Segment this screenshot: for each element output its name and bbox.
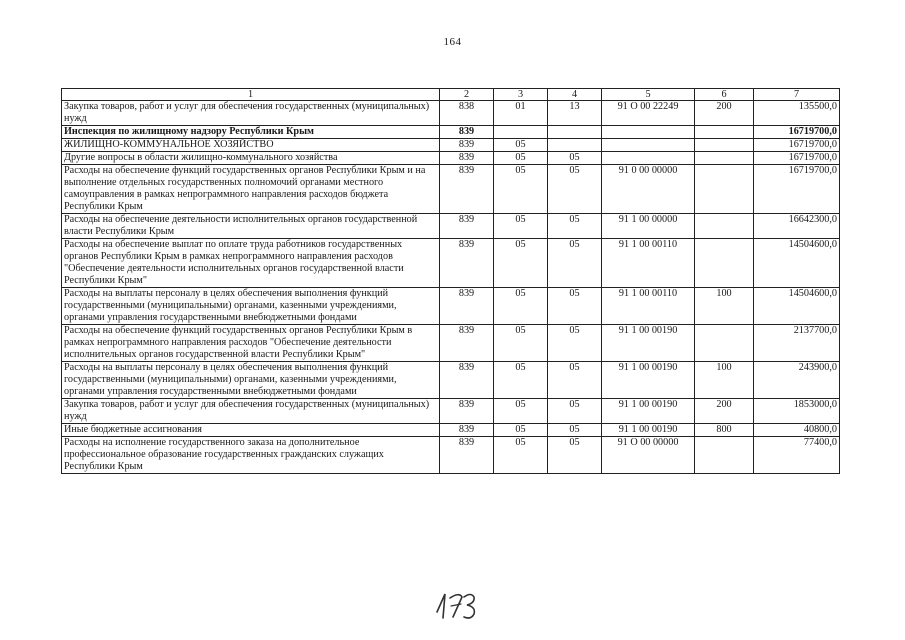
target-article-cell: 91 1 00 00190 [602, 424, 695, 437]
vedomstvo-cell: 839 [440, 424, 494, 437]
expense-type-cell: 100 [695, 362, 754, 399]
expense-type-cell [695, 437, 754, 474]
amount-cell: 135500,0 [754, 101, 840, 126]
target-article-cell: 91 1 00 00190 [602, 362, 695, 399]
vedomstvo-cell: 839 [440, 437, 494, 474]
expense-type-cell: 800 [695, 424, 754, 437]
razdel-cell: 05 [494, 152, 548, 165]
razdel-cell: 05 [494, 424, 548, 437]
podrazdel-cell: 05 [548, 424, 602, 437]
target-article-cell: 91 1 00 00190 [602, 325, 695, 362]
expense-type-cell [695, 239, 754, 288]
column-header-6: 6 [695, 89, 754, 101]
amount-cell: 16642300,0 [754, 214, 840, 239]
amount-cell: 14504600,0 [754, 288, 840, 325]
expense-type-cell: 200 [695, 399, 754, 424]
vedomstvo-cell: 839 [440, 126, 494, 139]
table-row [62, 214, 840, 239]
row-name-cell: ЖИЛИЩНО-КОММУНАЛЬНОЕ ХОЗЯЙСТВО [62, 139, 440, 152]
amount-cell: 16719700,0 [754, 139, 840, 152]
podrazdel-cell: 05 [548, 437, 602, 474]
amount-cell: 16719700,0 [754, 152, 840, 165]
expense-type-cell [695, 325, 754, 362]
page-number: 164 [443, 36, 462, 48]
vedomstvo-cell: 839 [440, 362, 494, 399]
razdel-cell: 05 [494, 288, 548, 325]
razdel-cell: 05 [494, 362, 548, 399]
target-article-cell: 91 0 00 00000 [602, 165, 695, 214]
vedomstvo-cell: 839 [440, 288, 494, 325]
row-name-cell: Расходы на обеспечение функций государственных органов Республики Крым в рамках непрограммного направления расходов "Обеспечение деятельности исполнительных органов государственной власти Республики Крым" [62, 325, 440, 362]
razdel-cell: 05 [494, 437, 548, 474]
handwritten-page-number [433, 588, 479, 624]
expense-type-cell [695, 165, 754, 214]
row-name-cell: Закупка товаров, работ и услуг для обеспечения государственных (муниципальных) нужд [62, 399, 440, 424]
podrazdel-cell: 05 [548, 152, 602, 165]
target-article-cell: 91 1 00 00110 [602, 288, 695, 325]
table-row [62, 101, 840, 126]
target-article-cell: 91 О 00 00000 [602, 437, 695, 474]
amount-cell: 1853000,0 [754, 399, 840, 424]
table-row [62, 288, 840, 325]
vedomstvo-cell: 839 [440, 239, 494, 288]
table-row [62, 165, 840, 214]
razdel-cell: 05 [494, 165, 548, 214]
razdel-cell: 05 [494, 325, 548, 362]
table-row [62, 139, 840, 152]
razdel-cell: 01 [494, 101, 548, 126]
amount-cell: 77400,0 [754, 437, 840, 474]
row-name-cell: Расходы на выплаты персоналу в целях обеспечения выполнения функций государственными (муниципальными) органами, казенными учреждениями, органами управления государственными внебюджетными фондами [62, 362, 440, 399]
podrazdel-cell: 05 [548, 214, 602, 239]
table-row [62, 437, 840, 474]
vedomstvo-cell: 839 [440, 152, 494, 165]
table-row [62, 126, 840, 139]
target-article-cell: 91 О 00 22249 [602, 101, 695, 126]
row-name-cell: Другие вопросы в области жилищно-коммунального хозяйства [62, 152, 440, 165]
row-name-cell: Закупка товаров, работ и услуг для обеспечения государственных (муниципальных) нужд [62, 101, 440, 126]
vedomstvo-cell: 839 [440, 325, 494, 362]
razdel-cell: 05 [494, 239, 548, 288]
podrazdel-cell [548, 126, 602, 139]
row-name-cell: Расходы на выплаты персоналу в целях обеспечения выполнения функций государственными (муниципальными) органами, казенными учреждениями, органами управления государственными внебюджетными фондами [62, 288, 440, 325]
podrazdel-cell: 13 [548, 101, 602, 126]
target-article-cell [602, 126, 695, 139]
amount-cell: 2137700,0 [754, 325, 840, 362]
table-body [62, 101, 840, 474]
target-article-cell: 91 1 00 00190 [602, 399, 695, 424]
column-header-3: 3 [494, 89, 548, 101]
budget-table [61, 88, 840, 474]
column-header-1: 1 [62, 89, 440, 101]
podrazdel-cell: 05 [548, 165, 602, 214]
podrazdel-cell: 05 [548, 362, 602, 399]
podrazdel-cell [548, 139, 602, 152]
table-row [62, 152, 840, 165]
amount-cell: 40800,0 [754, 424, 840, 437]
row-name-cell: Расходы на обеспечение функций государственных органов Республики Крым и на выполнение отдельных государственных полномочий органами местного самоуправления в рамках непрограммного направления расходов бюджета Республики Крым [62, 165, 440, 214]
table-row [62, 399, 840, 424]
podrazdel-cell: 05 [548, 325, 602, 362]
column-header-5: 5 [602, 89, 695, 101]
podrazdel-cell: 05 [548, 239, 602, 288]
column-header-4: 4 [548, 89, 602, 101]
amount-cell: 14504600,0 [754, 239, 840, 288]
target-article-cell: 91 1 00 00000 [602, 214, 695, 239]
vedomstvo-cell: 839 [440, 399, 494, 424]
expense-type-cell: 100 [695, 288, 754, 325]
target-article-cell [602, 139, 695, 152]
row-name-cell: Иные бюджетные ассигнования [62, 424, 440, 437]
table-row [62, 239, 840, 288]
podrazdel-cell: 05 [548, 288, 602, 325]
expense-type-cell [695, 139, 754, 152]
table-row [62, 362, 840, 399]
vedomstvo-cell: 839 [440, 214, 494, 239]
expense-type-cell: 200 [695, 101, 754, 126]
expense-type-cell [695, 126, 754, 139]
expense-type-cell [695, 214, 754, 239]
column-header-7: 7 [754, 89, 840, 101]
expense-type-cell [695, 152, 754, 165]
row-name-cell: Расходы на обеспечение деятельности исполнительных органов государственной власти Республики Крым [62, 214, 440, 239]
vedomstvo-cell: 838 [440, 101, 494, 126]
razdel-cell [494, 126, 548, 139]
amount-cell: 16719700,0 [754, 165, 840, 214]
target-article-cell [602, 152, 695, 165]
podrazdel-cell: 05 [548, 399, 602, 424]
vedomstvo-cell: 839 [440, 139, 494, 152]
column-header-2: 2 [440, 89, 494, 101]
header-row [62, 89, 840, 101]
razdel-cell: 05 [494, 399, 548, 424]
row-name-cell: Инспекция по жилищному надзору Республики Крым [62, 126, 440, 139]
amount-cell: 243900,0 [754, 362, 840, 399]
row-name-cell: Расходы на обеспечение выплат по оплате труда работников государственных органов Республики Крым в рамках непрограммного направления расходов "Обеспечение деятельности исполнительных органов государственной власти Республики Крым" [62, 239, 440, 288]
razdel-cell: 05 [494, 139, 548, 152]
table-row [62, 424, 840, 437]
row-name-cell: Расходы на исполнение государственного заказа на дополнительное профессиональное образование государственных гражданских служащих Республики Крым [62, 437, 440, 474]
vedomstvo-cell: 839 [440, 165, 494, 214]
target-article-cell: 91 1 00 00110 [602, 239, 695, 288]
amount-cell: 16719700,0 [754, 126, 840, 139]
table-row [62, 325, 840, 362]
table-header [62, 89, 840, 101]
razdel-cell: 05 [494, 214, 548, 239]
